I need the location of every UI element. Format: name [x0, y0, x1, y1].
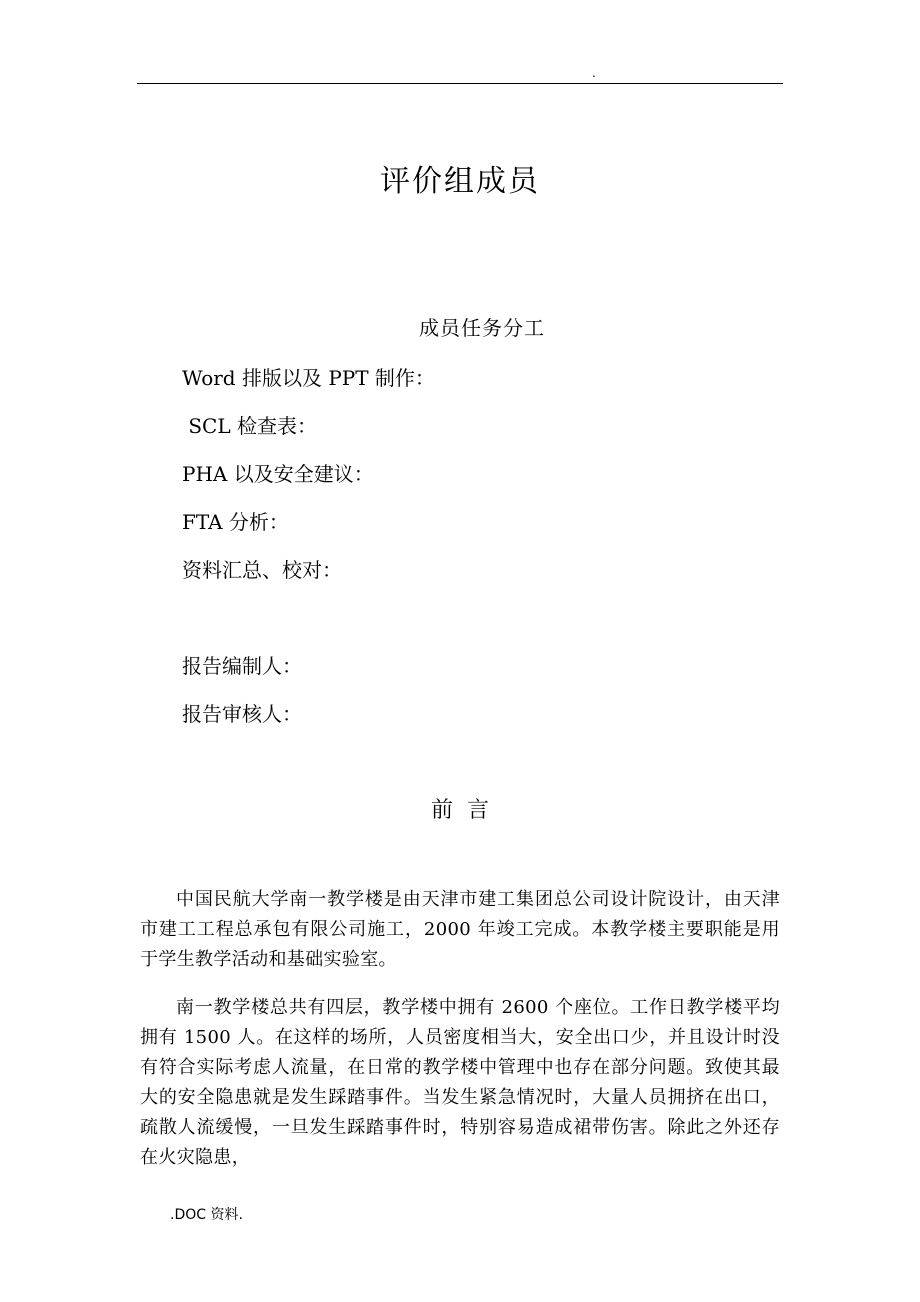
footer-label: .DOC 资料. — [170, 1207, 243, 1223]
task-scl-checklist: SCL 检查表： — [182, 414, 317, 438]
header-rule — [137, 83, 783, 84]
task-division-heading: 成员任务分工 — [419, 316, 545, 340]
preface-paragraph-2: 南一教学楼总共有四层，教学楼中拥有 2600 个座位。工作日教学楼平均拥有 1500 人。在这样的场所，人员密度相当大，安全出口少，并且设计时没有符合实际考虑人流量，在日常的教学楼中管理中也存在部分问题。致使其最大的安全隐患就是发生踩踏事件。当发生紧急情况时，大量人员拥挤在出口，疏散人流缓慢，一旦发生踩踏事件时，特别容易造成裙带伤害。除此之外还存在火灾隐患， — [140, 997, 780, 1168]
report-reviewer: 报告审核人： — [182, 702, 302, 726]
header-mark: . — [592, 66, 596, 80]
task-pha-advice: PHA 以及安全建议： — [182, 462, 374, 486]
report-editor: 报告编制人： — [182, 654, 302, 678]
task-summary-proofread: 资料汇总、校对： — [182, 558, 342, 582]
task-word-ppt: Word 排版以及 PPT 制作： — [182, 366, 435, 390]
preface-heading: 前 言 — [431, 798, 489, 823]
page-title: 评价组成员 — [380, 164, 540, 199]
preface-paragraph-1: 中国民航大学南一教学楼是由天津市建工集团总公司设计院设计，由天津市建工工程总承包有限公司施工，2000 年竣工完成。本教学楼主要职能是用于学生教学活动和基础实验室。 — [140, 889, 780, 970]
task-fta-analysis: FTA 分析： — [182, 510, 289, 534]
